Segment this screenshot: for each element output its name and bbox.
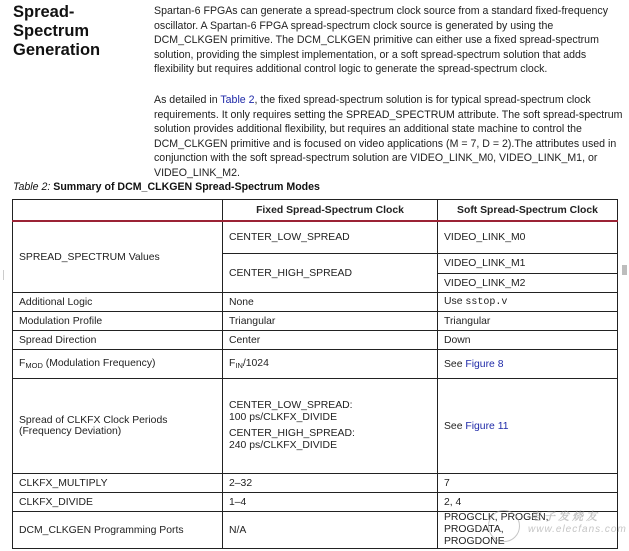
sstop-filename: sstop.v	[465, 297, 508, 308]
see-prefix: See	[444, 420, 466, 432]
fmod-label-text: (Modulation Frequency)	[42, 358, 156, 369]
row-label: SPREAD_SPECTRUM Values	[13, 221, 223, 293]
fin-subscript: IN	[235, 361, 243, 370]
row-label: DCM_CLKGEN Programming Ports	[13, 512, 223, 549]
cell-soft: VIDEO_LINK_M2	[438, 274, 618, 293]
paragraph-2	[154, 93, 624, 181]
table-row	[13, 221, 618, 254]
watermark-url: www.elecfans.com	[528, 524, 627, 535]
cell-soft: 7	[438, 474, 618, 493]
table-row	[13, 312, 618, 331]
row-label-line: (Frequency Deviation)	[19, 426, 122, 437]
cell-soft	[438, 350, 618, 379]
spread-spectrum-modes-table	[12, 199, 618, 549]
table-row	[13, 331, 618, 350]
cell-soft: VIDEO_LINK_M0	[438, 221, 618, 254]
table-row	[13, 293, 618, 312]
scrollbar-thumb[interactable]	[622, 265, 627, 275]
table-row	[13, 379, 618, 474]
table-header-row	[13, 200, 618, 222]
table-caption	[13, 181, 320, 193]
section-heading-line: Spread-	[13, 3, 75, 21]
cell-soft: Triangular	[438, 312, 618, 331]
table-row	[13, 493, 618, 512]
cell-soft: VIDEO_LINK_M1	[438, 254, 618, 274]
table-row	[13, 512, 618, 549]
cell-soft: Down	[438, 331, 618, 350]
cell-fixed	[223, 350, 438, 379]
cell-soft	[438, 379, 618, 474]
ports-line: PROGDONE	[444, 536, 505, 547]
figure-8-link[interactable]: Figure 8	[465, 358, 504, 370]
paragraph-2-suffix: , the fixed spread-spectrum solution is for typical spread-spectrum clock requirements. It only requires setting the SPREAD_SPECTRUM attribute. The soft spread-spectrum solution provides additional flexibility, but requires an additional state machine to control the DCM_CLKGEN primitive and is focused on video applications (M = 7, D = 2).The attributes used in conjunction with the soft spread-spectrum solution are VIDEO_LINK_M0, VIDEO_LINK_M1, or VIDEO_LINK_M2.	[154, 94, 623, 179]
row-label	[13, 350, 223, 379]
header-cell-blank	[13, 200, 223, 222]
section-heading	[13, 3, 143, 60]
row-label: Modulation Profile	[13, 312, 223, 331]
row-label: Spread Direction	[13, 331, 223, 350]
row-label-line: Spread of CLKFX Clock Periods	[19, 415, 168, 426]
cell-fixed: Triangular	[223, 312, 438, 331]
figure-11-link[interactable]: Figure 11	[465, 420, 509, 432]
cell-soft: 2, 4	[438, 493, 618, 512]
cell-fixed: N/A	[223, 512, 438, 549]
detail-paragraph	[154, 93, 624, 181]
header-cell-fixed: Fixed Spread-Spectrum Clock	[223, 200, 438, 222]
margin-mark	[3, 270, 4, 280]
fin-divisor: /1024	[242, 358, 269, 369]
fin-symbol: F	[229, 358, 236, 369]
row-label	[13, 379, 223, 474]
table-caption-title: Summary of DCM_CLKGEN Spread-Spectrum Modes	[53, 181, 320, 193]
fixed-line: 240 ps/CLKFX_DIVIDE	[229, 440, 337, 451]
row-label: Additional Logic	[13, 293, 223, 312]
cell-fixed	[223, 379, 438, 474]
table-2-link[interactable]: Table 2	[220, 94, 255, 106]
fixed-line: CENTER_HIGH_SPREAD:	[229, 428, 355, 439]
cell-fixed: 2–32	[223, 474, 438, 493]
paragraph-1: Spartan-6 FPGAs can generate a spread-spectrum clock source from a standard fixed-frequency oscillator. A Spartan-6 FPGA spread-spectrum clock source is generated by using the DCM_CLKGEN primitive. The DCM_CLKGEN primitive can either use a fixed spread-spectrum solution, providing the simplest implementation, or a soft spread-spectrum solution that adds flexibility but requires additional control logic to generate the spread-spectrum clock.	[154, 5, 608, 76]
cell-soft-prefix: Use	[444, 296, 466, 307]
cell-fixed: CENTER_HIGH_SPREAD	[223, 254, 438, 293]
fmod-subscript: MOD	[25, 361, 43, 370]
row-label: CLKFX_MULTIPLY	[13, 474, 223, 493]
section-heading-line: Generation	[13, 41, 101, 59]
cell-fixed: 1–4	[223, 493, 438, 512]
cell-fixed: CENTER_LOW_SPREAD	[223, 221, 438, 254]
fixed-line: 100 ps/CLKFX_DIVIDE	[229, 412, 337, 423]
cell-soft	[438, 512, 618, 549]
table-caption-label: Table 2:	[13, 181, 51, 193]
table-row	[13, 350, 618, 379]
watermark-title: 电子发烧友	[530, 511, 600, 523]
table-row	[13, 474, 618, 493]
ports-line: PROGCLK, PROGEN, PROGDATA,	[444, 512, 549, 535]
header-cell-soft: Soft Spread-Spectrum Clock	[438, 200, 618, 222]
cell-fixed: Center	[223, 331, 438, 350]
paragraph-2-prefix: As detailed in	[154, 94, 221, 106]
fixed-line: CENTER_LOW_SPREAD:	[229, 400, 353, 411]
cell-fixed: None	[223, 293, 438, 312]
section-heading-line: Spectrum	[13, 22, 90, 40]
row-label: CLKFX_DIVIDE	[13, 493, 223, 512]
cell-soft	[438, 293, 618, 312]
intro-paragraph	[154, 4, 624, 77]
see-prefix: See	[444, 358, 466, 370]
fmod-symbol: F	[19, 358, 26, 369]
